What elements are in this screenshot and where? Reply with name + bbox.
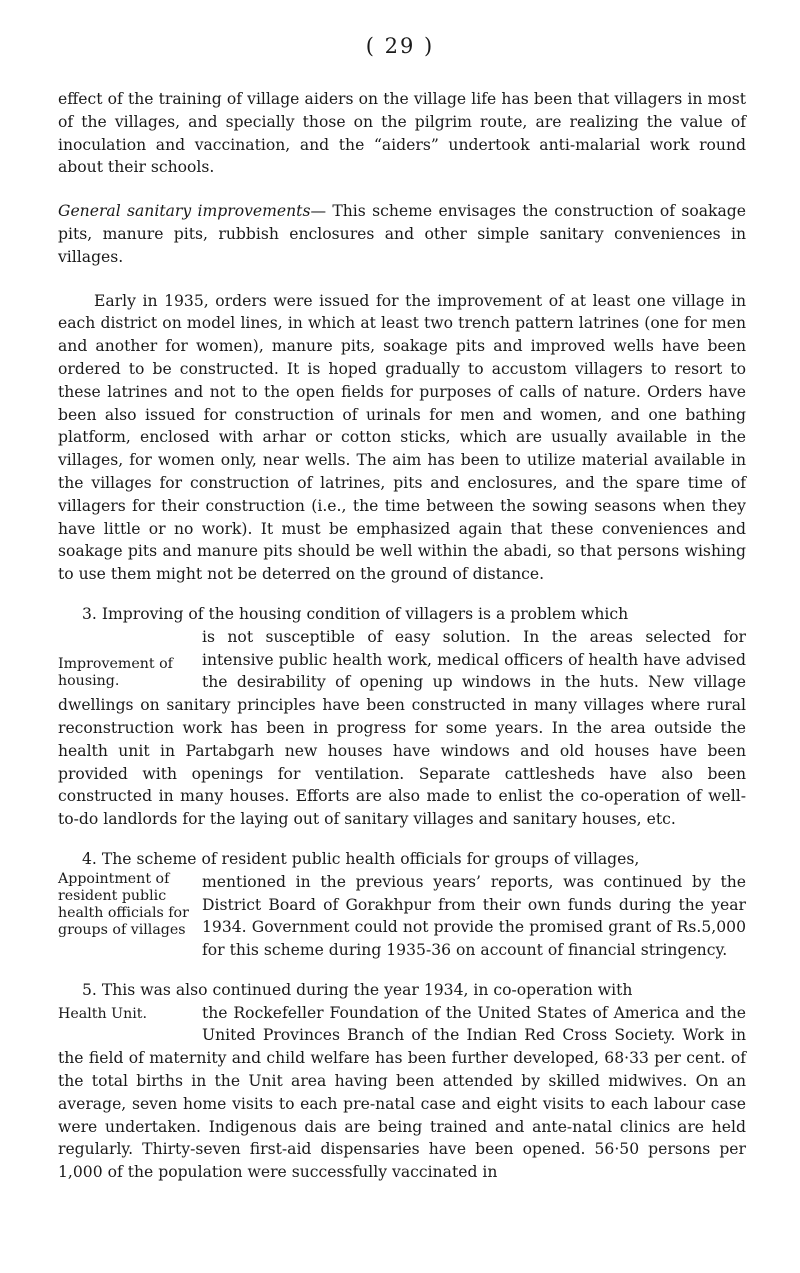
section-3 [58,603,746,831]
section-5-text: the Rockefeller Foundation of the United States of America and the United Provinces Branch of the Indian Red Cross Society. Work in the field of maternity and child welfare has been further developed, 68·33 per cent. of the total births in the Unit area having been attended by skilled midwives. On an average, seven home visits to each pre-natal case and eight visits to each labour case were undertaken. Indigenous dais are being trained and ante-natal clinics are held regularly. Thirty-seven first-aid dispensaries have been opened. 56·50 persons per 1,000 of the population were successfully vaccinated in [58,1003,746,1182]
paragraph-intro: effect of the training of village aiders on the village life has been that villagers in most of the villages, and specially those on the pilgrim route, are realizing the value of inoculation and vaccination, and the “aiders” undertook anti-malarial work round about their schools. [58,90,746,177]
general-sanitary-text: — This scheme envisages the construction of soakage pits, manure pits, rubbish enclosures and other simple sanitary conveniences in villages. [58,202,746,266]
page-body [58,88,746,1184]
page-number: ( 29 ) [365,34,435,58]
paragraph-general-sanitary [58,200,746,268]
margin-note-appointment: Appointment of resident public health officials for groups of villages [58,870,189,938]
section-4-text: mentioned in the previous years’ reports, was continued by the District Board of Gorakhpur from their own funds during the year 1934. Government could not provide the promised grant of Rs.5,000 for this scheme during 1935-36 on account of financial stringency. [202,872,746,960]
section-3-text: is not susceptible of easy solution. In the areas selected for intensive public health work, medical officers of health have advised the desirability of opening up windows in the huts. New village dwellings on sanitary principles have been constructed in many villages where rural reconstruction work has been in progress for some years. In the area outside the health unit in Partabgarh new houses have windows and old houses have been provided with openings for ventilation. Separate cattlesheds have also been constructed in many houses. Efforts are also made to enlist the co-operation of well-to-do landlords for the laying out of sanitary villages and sanitary houses, etc. [58,627,746,829]
margin-note-housing: Improvement of housing. [58,655,173,689]
section-5 [58,979,746,1184]
section-5-lead: 5. This was also continued during the year 1934, in co-operation with [82,980,633,999]
section-4 [58,848,746,962]
general-sanitary-heading: General sanitary improvements [58,202,311,221]
section-4-lead: 4. The scheme of resident public health officials for groups of villages, [82,849,640,868]
margin-note-health-unit: Health Unit. [58,1005,147,1022]
paragraph-early-1935: Early in 1935, orders were issued for the improvement of at least one village in each district on model lines, in which at least two trench pattern latrines (one for men and another for women), manure pits, soakage pits and improved wells have been ordered to be constructed. It is hoped gradually to accustom villagers to resort to these latrines and not to the open fields for purposes of calls of nature. Orders have been also issued for construction of urinals for men and women, and one bathing platform, enclosed with arhar or cotton sticks, which are usually available in the villages, for women only, near wells. The aim has been to utilize material available in the villages for construction of latrines, pits and enclosures, and the spare time of villagers for their construction (i.e., the time between the sowing seasons when they have little or no work). It must be emphasized again that these conveniences and soakage pits and manure pits should be well within the abadi, so that persons wishing to use them might not be deterred on the ground of distance. [58,291,746,584]
section-3-lead: 3. Improving of the housing condition of villagers is a problem which [82,604,629,623]
